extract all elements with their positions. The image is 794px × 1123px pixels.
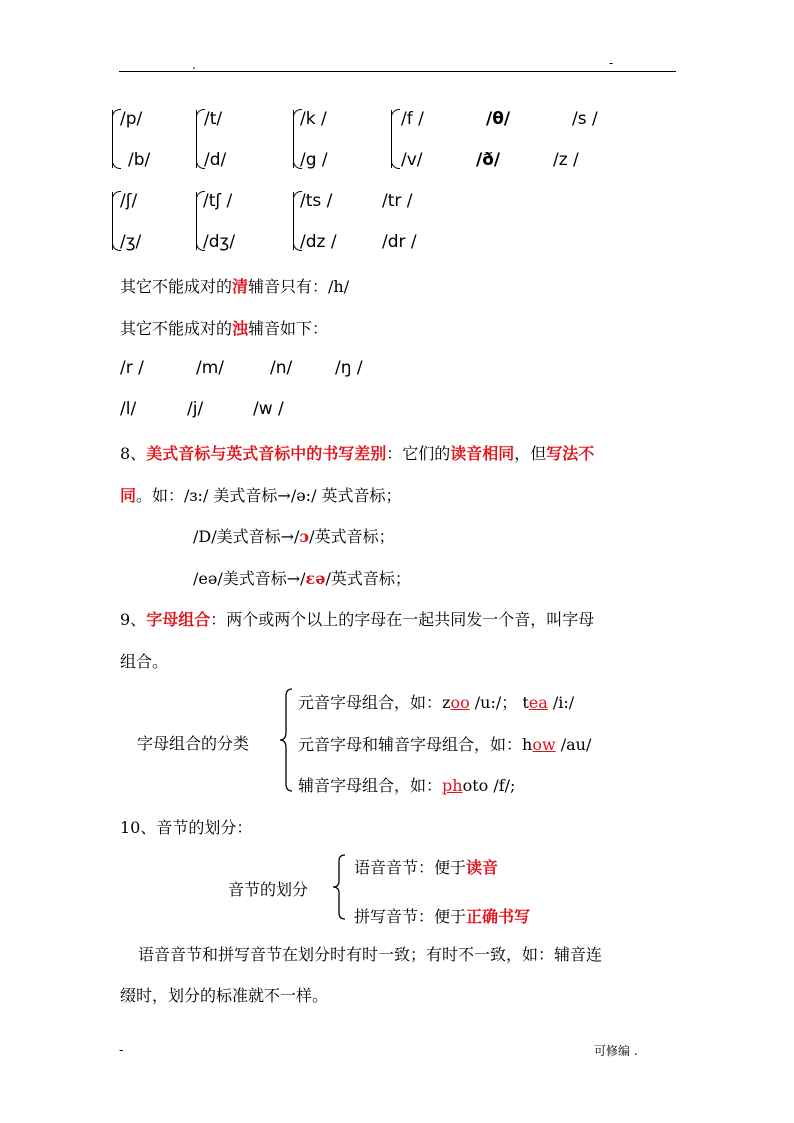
sec10-title: 10、音节的划分： [120,818,253,837]
sec10-note2: 缀时，划分的标准就不一样。 [120,986,329,1005]
syllable-label: 音节的划分 [228,880,309,899]
pair-top: /θ/ [486,109,511,129]
pair-top: /tʃ / [203,191,233,211]
pair-bottom: /dʒ/ [203,232,236,252]
pair-top: /ʃ/ [120,191,138,211]
pair-bottom: /d/ [204,150,227,170]
sec8-example3: /eə/美式音标→/ɛə/英式音标； [193,569,411,588]
combo-consonant: 辅音字母组合，如：photo /f/; [298,776,516,795]
pair-top: /f / [401,109,424,129]
sec9-line1: 9、字母组合：两个或两个以上的字母在一起共同发一个音，叫字母 [120,610,595,629]
sec9-line2: 组合。 [120,652,169,671]
sec8-title: 美式音标与英式音标中的书写差别 [146,444,387,463]
syllable-phonetic: 语音音节：便于读音 [354,858,499,877]
pair-bottom: /z / [553,150,579,170]
combo-vowel-consonant: 元音字母和辅音字母组合，如：how /au/ [298,735,592,754]
syllable-spelling: 拼写音节：便于正确书写 [354,907,531,926]
ipa-symbol: /j/ [187,399,204,419]
pair-bottom: /dz / [300,232,337,252]
curly-brace [331,854,347,920]
header-rule [119,71,676,72]
pair-top: /p/ [120,109,143,129]
ipa-symbol: /m/ [196,358,225,378]
ipa-symbol: /ŋ / [335,358,363,378]
pair-bottom: /v/ [401,150,423,170]
ipa-symbol: /r / [120,358,144,378]
sec8-line2: 同。如：/ɜ:/ 美式音标→/ə:/ 英式音标； [120,486,402,505]
header-dot-right: - [609,56,614,70]
sec8-line1: 8、美式音标与英式音标中的书写差别：它们的读音相同，但写法不 [120,444,595,463]
sec9-title: 字母组合 [146,610,211,629]
highlight: 清 [232,277,249,296]
highlight: 浊 [232,319,249,338]
classify-label: 字母组合的分类 [137,734,250,753]
pair-top: /t/ [204,109,223,129]
pair-top: /s / [572,109,598,129]
pair-bottom: /ð/ [476,150,501,170]
combo-vowel: 元音字母组合，如：zoo /u:/； tea /i:/ [298,693,575,712]
pair-top: /ts / [300,191,333,211]
pair-bottom: /g / [300,150,328,170]
voiceless-line: 其它不能成对的清辅音只有：/h/ [120,277,350,296]
ipa-symbol: /w / [253,399,284,419]
pair-top: /tr / [382,191,413,211]
sec10-note1: 语音音节和拼写音节在划分时有时一致；有时不一致，如：辅音连 [138,945,603,964]
footer-editable-note: 可修编 . [594,1044,638,1058]
pair-top: /k / [300,109,327,129]
voiced-line: 其它不能成对的浊辅音如下： [120,319,329,338]
pair-bottom: /dr / [382,232,417,252]
ipa-symbol: /n/ [270,358,293,378]
pair-bottom: /b/ [128,150,151,170]
ipa-symbol: /l/ [120,399,137,419]
sec8-example2: /D/美式音标→/ɔ/英式音标； [193,527,395,546]
header-dot-left: . [192,58,196,72]
footer-dot: - [119,1043,124,1057]
curly-brace [278,688,294,792]
pair-bottom: /ʒ/ [120,232,142,252]
